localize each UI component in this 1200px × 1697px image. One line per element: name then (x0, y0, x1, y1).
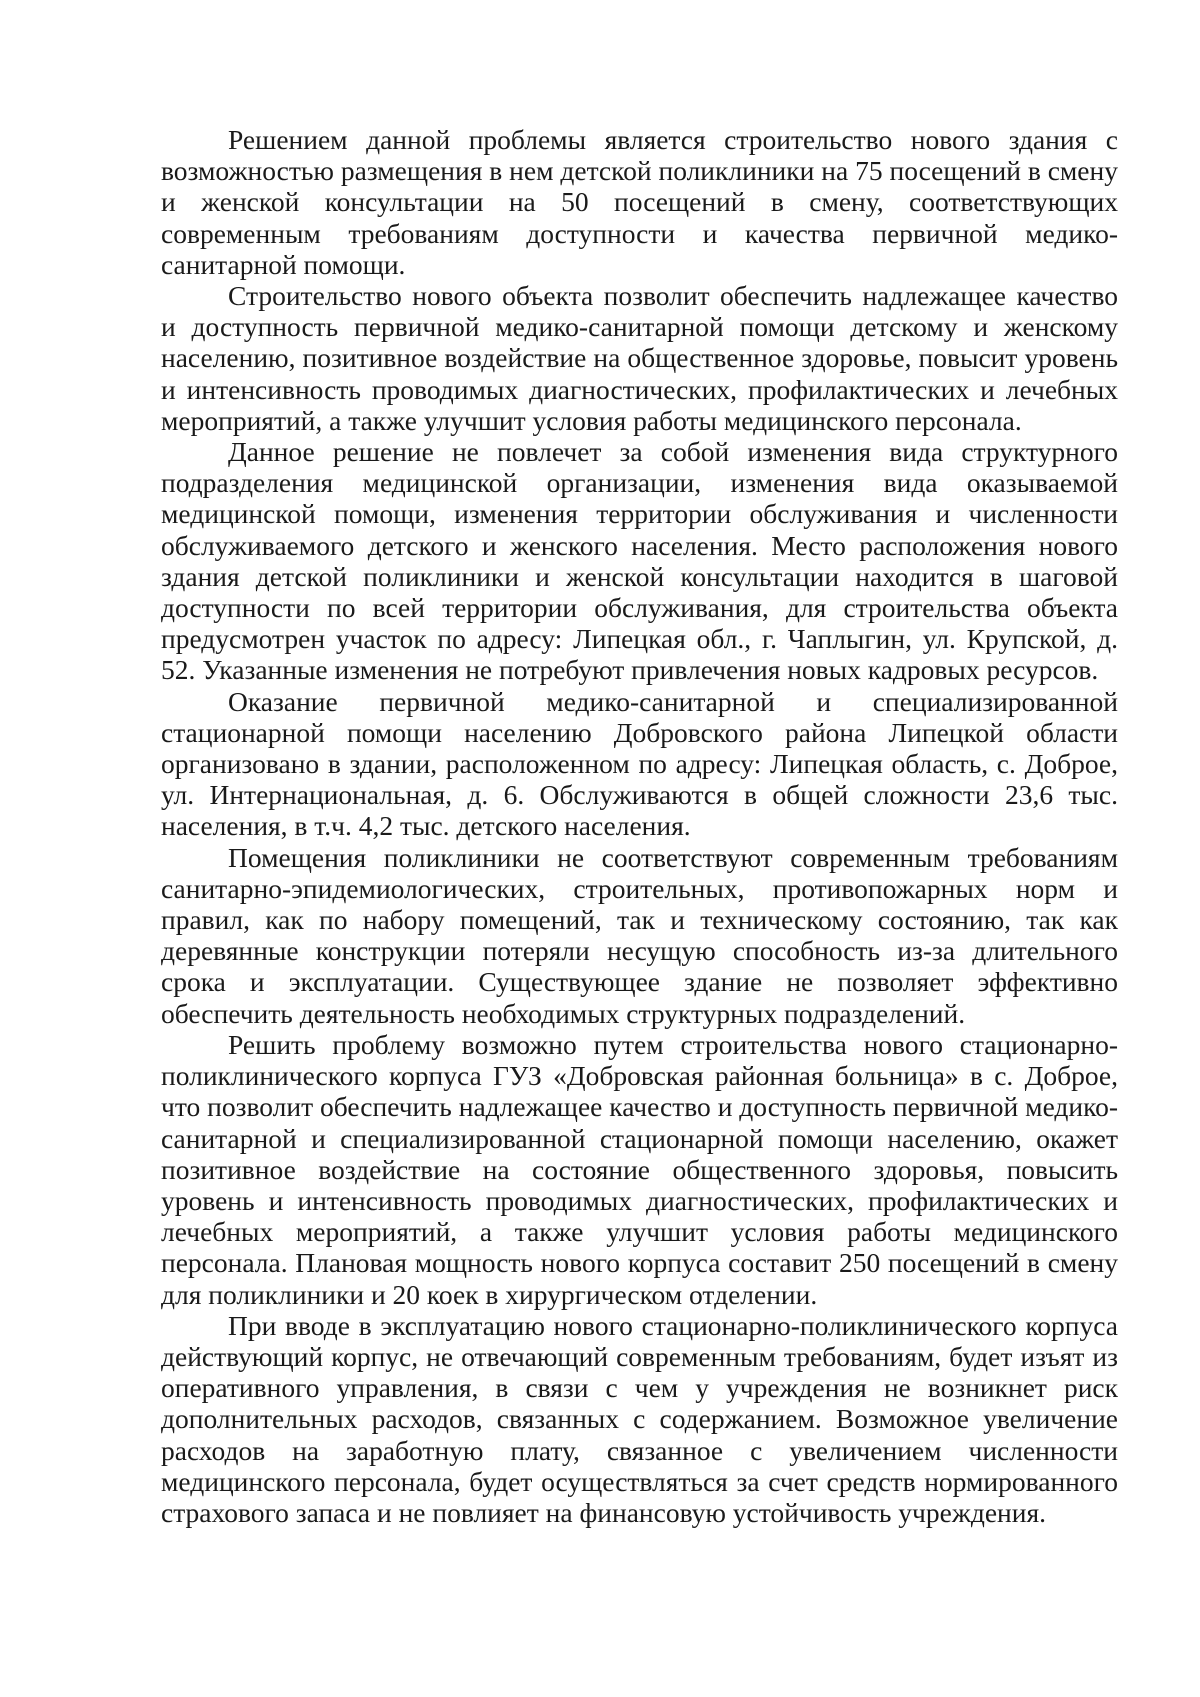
paragraph-7: При вводе в эксплуатацию нового стационарно-поликлинического корпуса действующий корпус, не отвечающий современным требованиям, будет изъят из оперативного управления, в связи с чем у учреждения не возникнет риск дополнительных расходов, связанных с содержанием. Возможное увеличение расходов на заработную плату, связанное с увеличением численности медицинского персонала, будет осуществляться за счет средств нормированного страхового запаса и не повлияет на финансовую устойчивость учреждения. (161, 1309, 1118, 1528)
document-body (161, 124, 1118, 1528)
paragraph-5: Помещения поликлиники не соответствуют современным требованиям санитарно-эпидемиологических, строительных, противопожарных норм и правил, как по набору помещений, так и техническому состоянию, так как деревянные конструкции потеряли несущую способность из-за длительного срока и эксплуатации. Существующее здание не позволяет эффективно обеспечить деятельность необходимых структурных подразделений. (161, 841, 1118, 1029)
paragraph-1: Решением данной проблемы является строительство нового здания с возможностью размещения в нем детской поликлиники на 75 посещений в смену и женской консультации на 50 посещений в смену, соответствующих современным требованиям доступности и качества первичной медико-санитарной помощи. (161, 124, 1118, 280)
paragraph-4: Оказание первичной медико-санитарной и специализированной стационарной помощи населению Добровского района Липецкой области организовано в здании, расположенном по адресу: Липецкая область, с. Доброе, ул. Интернациональная, д. 6. Обслуживаются в общей сложности 23,6 тыс. населения, в т.ч. 4,2 тыс. детского населения. (161, 685, 1118, 842)
paragraph-6: Решить проблему возможно путем строительства нового стационарно-поликлинического корпуса ГУЗ «Добровская районная больница» в с. Доброе, что позволит обеспечить надлежащее качество и доступность первичной медико-санитарной и специализированной стационарной помощи населению, окажет позитивное воздействие на состояние общественного здоровья, повысить уровень и интенсивность проводимых диагностических, профилактических и лечебных мероприятий, а также улучшит условия работы медицинского персонала. Плановая мощность нового корпуса составит 250 посещений в смену для поликлиники и 20 коек в хирургическом отделении. (161, 1028, 1118, 1310)
paragraph-3: Данное решение не повлечет за собой изменения вида структурного подразделения медицинской организации, изменения вида оказываемой медицинской помощи, изменения территории обслуживания и численности обслуживаемого детского и женского населения. Место расположения нового здания детской поликлиники и женской консультации находится в шаговой доступности по всей территории обслуживания, для строительства объекта предусмотрен участок по адресу: Липецкая обл., г. Чаплыгин, ул. Крупской, д. 52. Указанные изменения не потребуют привлечения новых кадровых ресурсов. (161, 436, 1118, 686)
paragraph-2: Строительство нового объекта позволит обеспечить надлежащее качество и доступность первичной медико-санитарной помощи детскому и женскому населению, позитивное воздействие на общественное здоровье, повысит уровень и интенсивность проводимых диагностических, профилактических и лечебных мероприятий, а также улучшит условия работы медицинского персонала. (161, 280, 1118, 436)
